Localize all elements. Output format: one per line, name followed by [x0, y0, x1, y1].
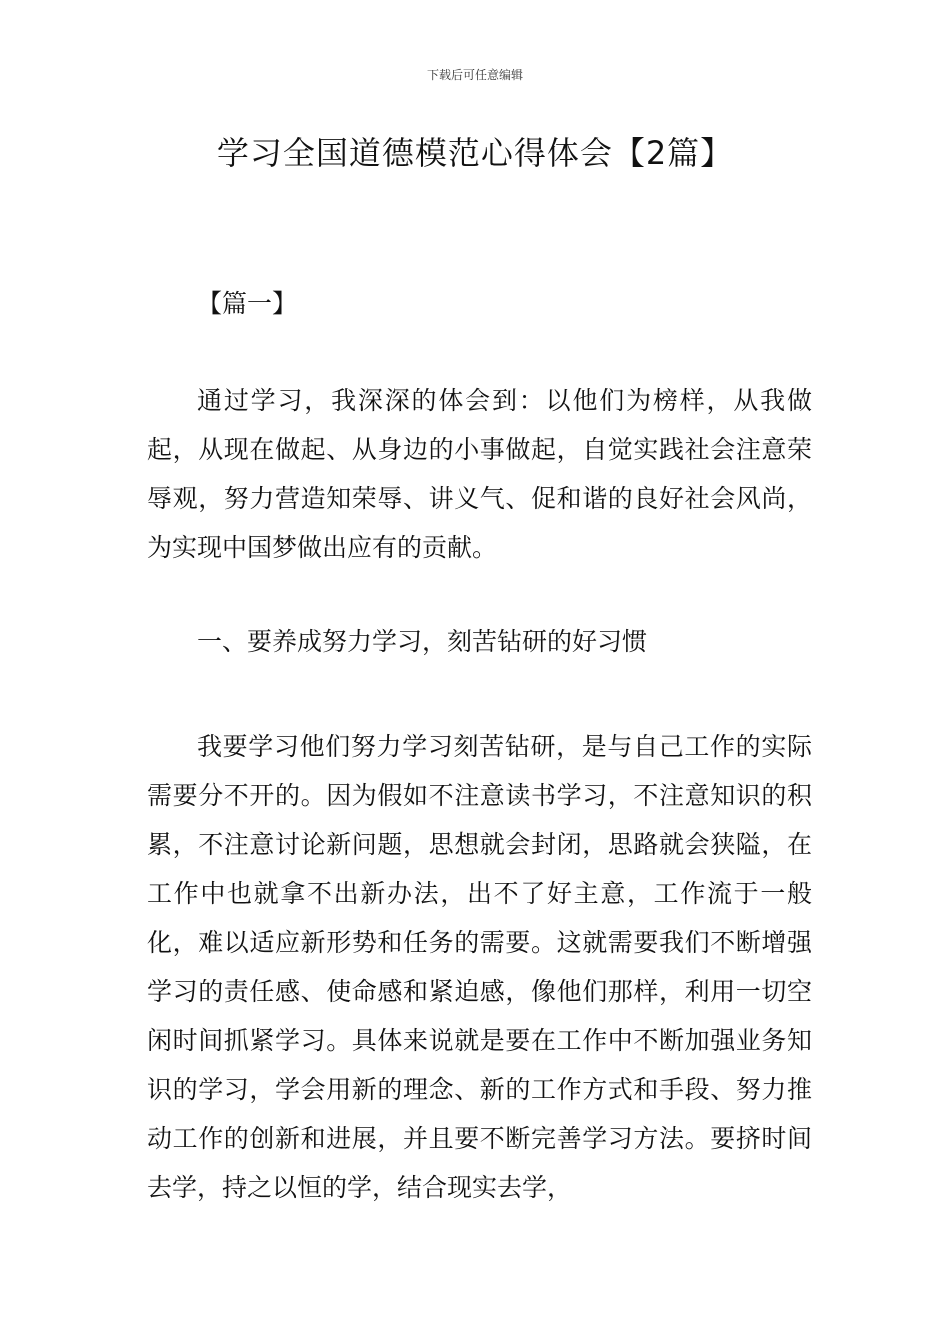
section-label: 【篇一】	[197, 289, 298, 318]
paragraph-2: 我要学习他们努力学习刻苦钻研，是与自己工作的实际需要分不开的。因为假如不注意读书学习，不注意知识的积累，不注意讨论新问题，思想就会封闭，思路就会狭隘，在工作中也就拿不出新办法，出不了好主意，工作流于一般化，难以适应新形势和任务的需要。这就需要我们不断增强学习的责任感、使命感和紧迫感，像他们那样，利用一切空闲时间抓紧学习。具体来说就是要在工作中不断加强业务知识的学习，学会用新的理念、新的工作方式和手段、努力推动工作的创新和进展，并且要不断完善学习方法。要挤时间去学，持之以恒的学，结合现实去学，	[147, 732, 812, 1202]
section-heading-1: 一、要养成努力学习，刻苦钻研的好习惯	[197, 627, 648, 656]
header-note: 下载后可任意编辑	[426, 68, 523, 82]
paragraph-1: 通过学习，我深深的体会到：以他们为榜样，从我做起，从现在做起、从身边的小事做起，自觉实践社会注意荣辱观，努力营造知荣辱、讲义气、促和谐的良好社会风尚，为实现中国梦做出应有的贡献。	[147, 386, 812, 562]
document-title: 学习全国道德模范心得体会【2篇】	[216, 134, 734, 172]
